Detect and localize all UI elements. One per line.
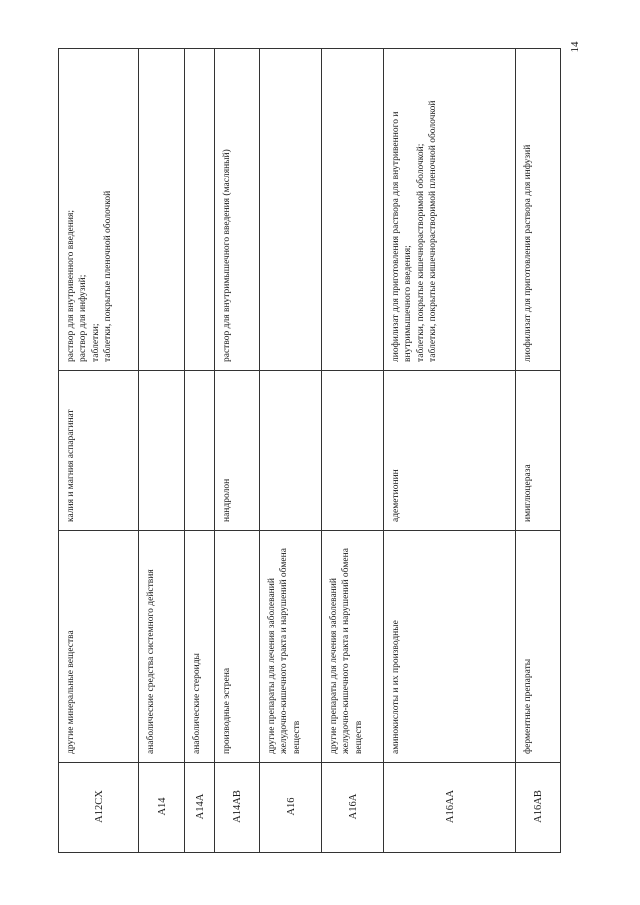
drug-classification-table — [58, 48, 561, 853]
drug-name-cell: адеметионин — [384, 371, 516, 531]
dosage-form-line: таблетки; — [90, 323, 101, 362]
dosage-form-line: раствор для инфузий; — [78, 274, 89, 362]
group-cell: анаболические стероиды — [185, 531, 215, 763]
dosage-forms-cell — [59, 49, 139, 371]
drug-name-cell — [139, 371, 185, 531]
atc-code-cell: A16A — [322, 763, 384, 853]
atc-code-cell: A14AB — [215, 763, 260, 853]
atc-code-cell: A14A — [185, 763, 215, 853]
dosage-form-line: раствор для внутривенного введения; — [66, 210, 76, 362]
dosage-forms-cell — [185, 49, 215, 371]
drug-name-cell: имиглюцераза — [516, 371, 561, 531]
table-row — [185, 49, 215, 853]
atc-code-cell: A14 — [139, 763, 185, 853]
drug-name-cell: калия и магния аспарагинат — [59, 371, 139, 531]
dosage-forms-cell — [139, 49, 185, 371]
rotated-table-container — [58, 49, 560, 853]
dosage-form-line: таблетки, покрытые кишечнорастворимой оболочкой; — [415, 143, 426, 362]
table-row — [139, 49, 185, 853]
table-row — [516, 49, 561, 853]
group-cell: аминокислоты и их производные — [384, 531, 516, 763]
drug-name-cell: нандролон — [215, 371, 260, 531]
dosage-forms-cell — [322, 49, 384, 371]
table-row — [260, 49, 322, 853]
group-cell: производные эстрена — [215, 531, 260, 763]
table-row — [59, 49, 139, 853]
group-cell: другие минеральные вещества — [59, 531, 139, 763]
atc-code-cell: A16 — [260, 763, 322, 853]
page-number: 14 — [569, 41, 581, 53]
drug-name-cell — [322, 371, 384, 531]
dosage-form-line: таблетки, покрытые кишечнорастворимой пленочной оболочкой — [428, 100, 439, 362]
dosage-forms-cell — [384, 49, 516, 371]
dosage-form-line: раствор для внутримышечного введения (масляный) — [222, 149, 232, 362]
dosage-forms-cell — [516, 49, 561, 371]
group-cell: другие препараты для лечения заболеваний желудочно-кишечного тракта и нарушений обмена веществ — [260, 531, 322, 763]
group-cell: анаболические средства системного действия — [139, 531, 185, 763]
group-cell: другие препараты для лечения заболеваний желудочно-кишечного тракта и нарушений обмена веществ — [322, 531, 384, 763]
atc-code-cell: A12CX — [59, 763, 139, 853]
table-row — [384, 49, 516, 853]
dosage-form-line: лиофилизат для приготовления раствора для инфузий — [523, 144, 533, 362]
dosage-forms-cell — [215, 49, 260, 371]
table-row — [322, 49, 384, 853]
group-cell: ферментные препараты — [516, 531, 561, 763]
atc-code-cell: A16AB — [516, 763, 561, 853]
drug-name-cell — [185, 371, 215, 531]
dosage-form-line: таблетки, покрытые пленочной оболочкой — [103, 190, 114, 362]
atc-code-cell: A16AA — [384, 763, 516, 853]
dosage-form-line: лиофилизат для приготовления раствора для внутривенного и внутримышечного введения; — [391, 111, 414, 362]
table-row — [215, 49, 260, 853]
drug-name-cell — [260, 371, 322, 531]
dosage-forms-cell — [260, 49, 322, 371]
